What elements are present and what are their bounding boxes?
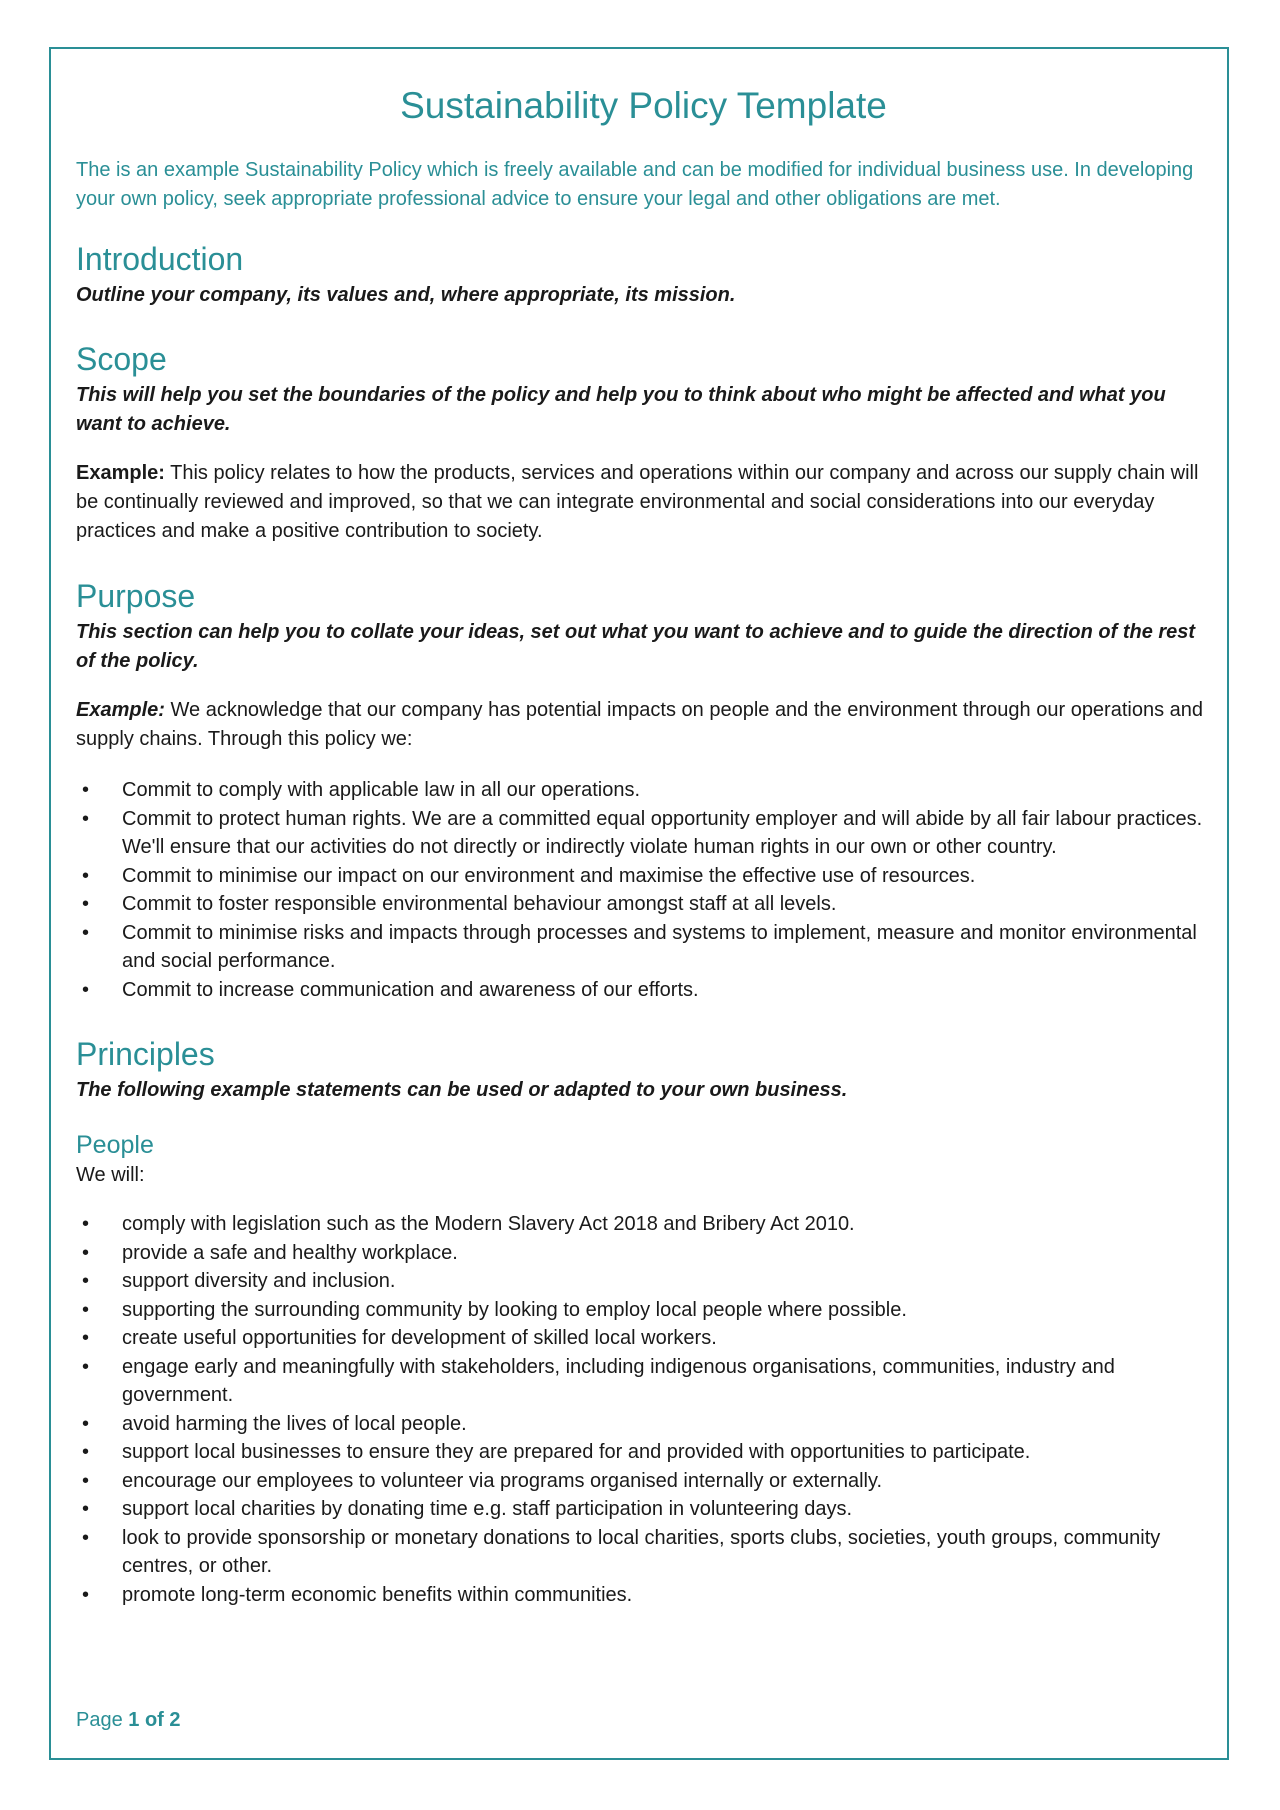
bullet-icon: •	[82, 1327, 90, 1349]
bullet-icon: •	[82, 1526, 90, 1549]
bullet-icon: •	[82, 1469, 90, 1492]
bullet-icon: •	[82, 1270, 90, 1292]
total-pages-number: 2	[169, 1709, 181, 1731]
bullet-icon: •	[82, 1441, 90, 1463]
principles-section	[76, 1034, 1211, 1105]
bullet-icon: •	[82, 864, 90, 887]
purpose-guidance: This section can help you to collate your ideas, set out what you want to achieve and to guide the direction of the rest of the policy.	[76, 621, 1196, 672]
bullet-icon: •	[82, 1213, 90, 1235]
bullet-icon: •	[82, 807, 90, 830]
list-item: • support diversity and inclusion.	[76, 1267, 1211, 1296]
purpose-commitments-list	[76, 776, 1211, 1004]
bullet-icon: •	[82, 1355, 90, 1378]
people-heading: People	[76, 1131, 154, 1159]
list-item: • Commit to minimise our impact on our environment and maximise the effective use of resources.	[76, 862, 1211, 891]
introduction-guidance: Outline your company, its values and, where appropriate, its mission.	[76, 284, 736, 306]
scope-section	[76, 339, 1211, 546]
list-item: • engage early and meaningfully with stakeholders, including indigenous organisations, communities, industry and government.	[76, 1353, 1211, 1410]
bullet-icon: •	[82, 1298, 90, 1321]
list-item: • create useful opportunities for development of skilled local workers.	[76, 1324, 1211, 1353]
introduction-section	[76, 239, 1211, 310]
bullet-icon: •	[82, 1498, 90, 1520]
scope-heading: Scope	[76, 341, 167, 377]
list-item: • Commit to foster responsible environmental behaviour amongst staff at all levels.	[76, 890, 1211, 919]
bullet-icon: •	[82, 978, 90, 1001]
list-item: • encourage our employees to volunteer via programs organised internally or externally.	[76, 1467, 1211, 1496]
list-item: • provide a safe and healthy workplace.	[76, 1239, 1211, 1268]
purpose-example-label: Example:	[76, 699, 165, 721]
scope-guidance: This will help you set the boundaries of the policy and help you to think about who might be affected and what you want to achieve.	[76, 384, 1166, 435]
principles-heading: Principles	[76, 1036, 215, 1072]
current-page-number: 1	[128, 1709, 140, 1731]
list-item: • support local charities by donating time e.g. staff participation in volunteering days.	[76, 1495, 1211, 1524]
people-lead: We will:	[76, 1164, 145, 1186]
page-number-footer	[76, 1707, 181, 1733]
bullet-icon: •	[82, 1583, 90, 1606]
scope-example-text: This policy relates to how the products, services and operations within our company and across our supply chain will be continually reviewed and improved, so that we can integrate environmental and social considerations into our everyday practices and make a positive contribution to society.	[76, 462, 1199, 542]
bullet-icon: •	[82, 921, 90, 944]
purpose-heading: Purpose	[76, 578, 196, 614]
introduction-heading: Introduction	[76, 241, 244, 277]
intro-note: The is an example Sustainability Policy which is freely available and can be modified for individual business use. In developing your own policy, seek appropriate professional advice to ensure your legal and other obligations are met.	[76, 159, 1194, 210]
scope-example	[76, 459, 1211, 546]
scope-example-label: Example:	[76, 462, 165, 484]
principles-guidance: The following example statements can be used or adapted to your own business.	[76, 1079, 848, 1101]
list-item: • Commit to protect human rights. We are a committed equal opportunity employer and will abide by all fair labour practices. We'll ensure that our activities do not directly or indirectly violate human rights in our own or other country.	[76, 805, 1211, 862]
people-commitments-list	[76, 1210, 1211, 1609]
people-section	[76, 1129, 1211, 1609]
list-item: • Commit to increase communication and awareness of our efforts.	[76, 976, 1211, 1005]
document-title: Sustainability Policy Template	[400, 85, 887, 126]
page-content	[76, 84, 1211, 1609]
list-item: • support local businesses to ensure they are prepared for and provided with opportunities to participate.	[76, 1438, 1211, 1467]
list-item: • promote long-term economic benefits within communities.	[76, 1581, 1211, 1610]
bullet-icon: •	[82, 779, 90, 801]
bullet-icon: •	[82, 1241, 90, 1264]
bullet-icon: •	[82, 893, 90, 915]
list-item: • comply with legislation such as the Modern Slavery Act 2018 and Bribery Act 2010.	[76, 1210, 1211, 1239]
list-item: • Commit to minimise risks and impacts through processes and systems to implement, measure and monitor environmental and social performance.	[76, 919, 1211, 976]
list-item: • avoid harming the lives of local people.	[76, 1410, 1211, 1439]
page-word: Page	[76, 1709, 129, 1731]
purpose-example-text: We acknowledge that our company has potential impacts on people and the environment through our operations and supply chains. Through this policy we:	[76, 699, 1204, 750]
purpose-section	[76, 576, 1211, 1004]
bullet-icon: •	[82, 1412, 90, 1435]
purpose-example	[76, 696, 1211, 754]
list-item: • Commit to comply with applicable law in all our operations.	[76, 776, 1211, 805]
list-item: • supporting the surrounding community by looking to employ local people where possible.	[76, 1296, 1211, 1325]
of-word: of	[139, 1709, 170, 1731]
list-item: • look to provide sponsorship or monetary donations to local charities, sports clubs, societies, youth groups, community centres, or other.	[76, 1524, 1211, 1581]
